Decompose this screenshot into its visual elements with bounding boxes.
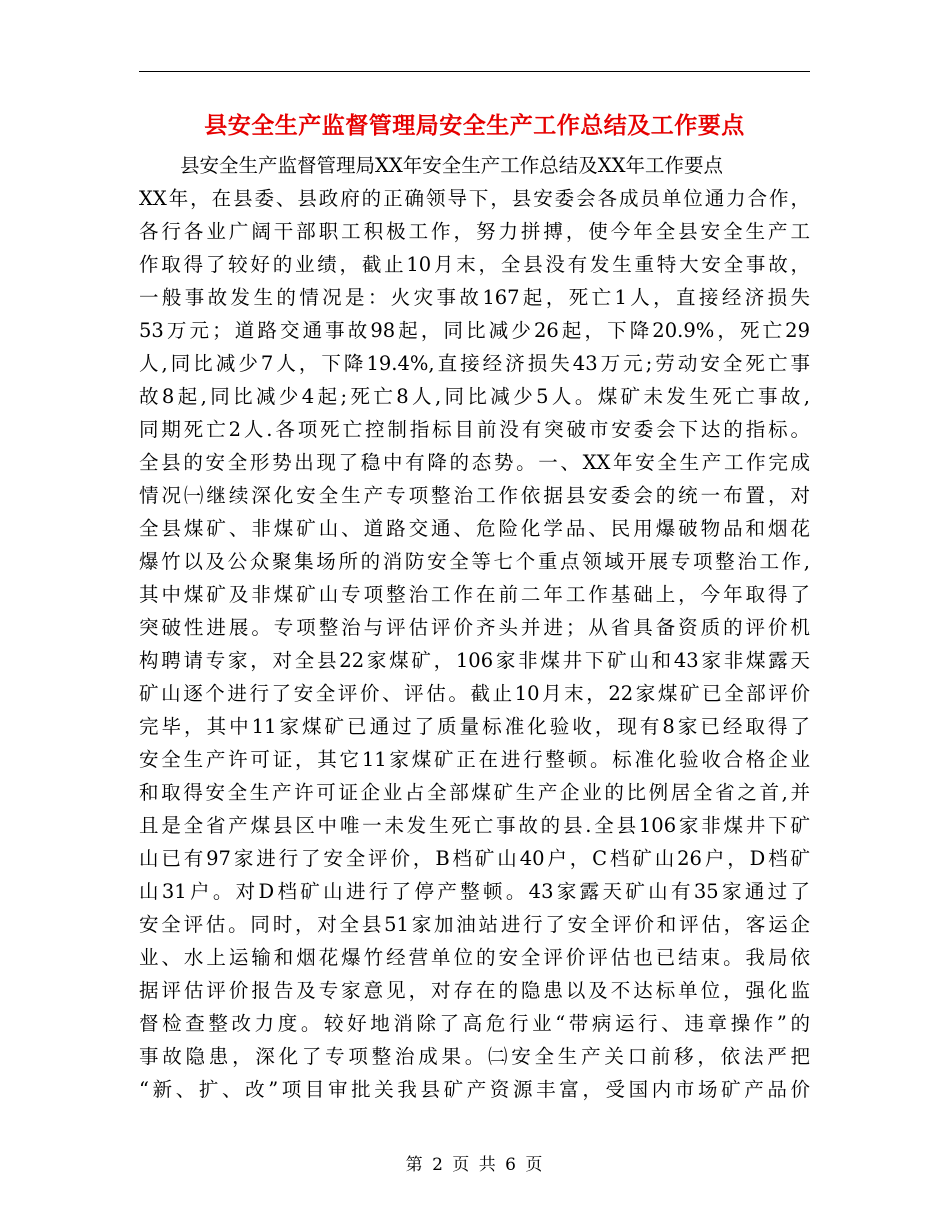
page-number-footer: 第 2 页 共 6 页	[405, 1155, 545, 1175]
body-line: 情况㈠继续深化安全生产专项整治工作依据县安委会的统一布置，对	[139, 484, 810, 507]
body-line: 全县的安全形势出现了稳中有降的态势。一、XX年安全生产工作完成	[139, 451, 810, 474]
body-line: 山已有97家进行了安全评价，B档矿山40户，C档矿山26户，D档矿	[139, 847, 810, 870]
body-line: “新、扩、改”项目审批关我县矿产资源丰富，受国内市场矿产品价	[139, 1078, 810, 1101]
body-line: 和取得安全生产许可证企业占全部煤矿生产企业的比例居全省之首,并	[139, 781, 810, 804]
body-line: 全县煤矿、非煤矿山、道路交通、危险化学品、民用爆破物品和烟花	[139, 517, 810, 540]
body-line: 督检查整改力度。较好地消除了高危行业“带病运行、违章操作”的	[139, 1012, 810, 1035]
body-line: 安全生产许可证，其它11家煤矿正在进行整顿。标准化验收合格企业	[139, 748, 810, 771]
body-line: 同期死亡2人.各项死亡控制指标目前没有突破市安委会下达的指标。	[139, 418, 810, 441]
document-title: 县安全生产监督管理局安全生产工作总结及工作要点	[204, 112, 745, 139]
body-line: 各行各业广阔干部职工积极工作，努力拼搏，使今年全县安全生产工	[139, 220, 810, 243]
body-line: 其中煤矿及非煤矿山专项整治工作在前二年工作基础上，今年取得了	[139, 583, 810, 606]
body-line: 矿山逐个进行了安全评价、评估。截止10月末，22家煤矿已全部评价	[139, 682, 810, 705]
body-line: 山31户。对D档矿山进行了停产整顿。43家露天矿山有35家通过了	[139, 880, 810, 903]
body-line: 事故隐患，深化了专项整治成果。㈡安全生产关口前移，依法严把	[139, 1045, 810, 1068]
body-line: 人,同比减少7人，下降19.4%,直接经济损失43万元;劳动安全死亡事	[139, 352, 810, 375]
body-line: 一般事故发生的情况是：火灾事故167起，死亡1人，直接经济损失	[139, 286, 810, 309]
body-line: 作取得了较好的业绩，截止10月末，全县没有发生重特大安全事故，	[139, 253, 810, 276]
body-line: 完毕，其中11家煤矿已通过了质量标准化验收，现有8家已经取得了	[139, 715, 810, 738]
document-body	[139, 149, 810, 1106]
body-line: 据评估评价报告及专家意见，对存在的隐患以及不达标单位，强化监	[139, 979, 810, 1002]
body-line: 安全评估。同时，对全县51家加油站进行了安全评价和评估，客运企	[139, 913, 810, 936]
body-line: 县安全生产监督管理局XX年安全生产工作总结及XX年工作要点	[180, 154, 724, 177]
body-line: 故8起,同比减少4起;死亡8人,同比减少5人。煤矿未发生死亡事故,	[139, 385, 810, 408]
body-line: 构聘请专家，对全县22家煤矿，106家非煤井下矿山和43家非煤露天	[139, 649, 810, 672]
body-line: 53万元；道路交通事故98起，同比减少26起，下降20.9%，死亡29	[139, 319, 810, 342]
body-line: 业、水上运输和烟花爆竹经营单位的安全评价评估也已结束。我局依	[139, 946, 810, 969]
body-line: XX年，在县委、县政府的正确领导下，县安委会各成员单位通力合作，	[139, 187, 810, 210]
body-line: 且是全省产煤县区中唯一未发生死亡事故的县.全县106家非煤井下矿	[139, 814, 810, 837]
header-rule	[139, 71, 810, 72]
body-line: 突破性进展。专项整治与评估评价齐头并进；从省具备资质的评价机	[139, 616, 810, 639]
body-line: 爆竹以及公众聚集场所的消防安全等七个重点领域开展专项整治工作,	[139, 550, 810, 573]
